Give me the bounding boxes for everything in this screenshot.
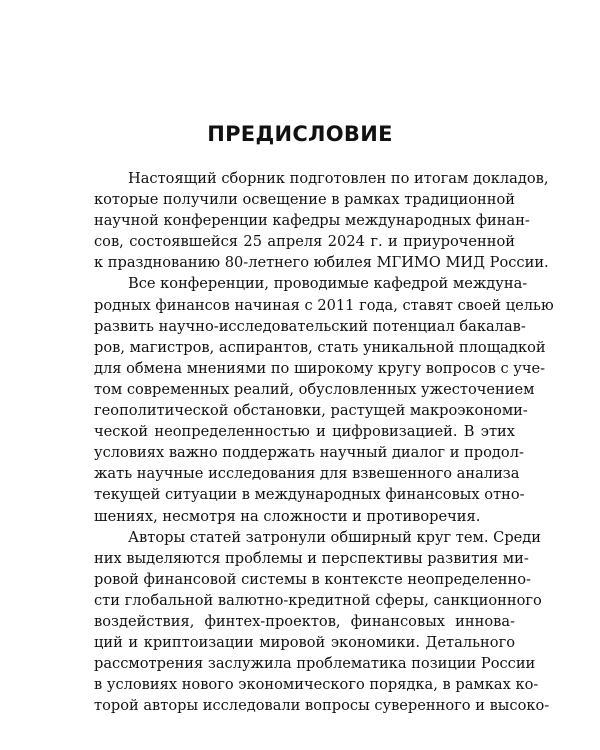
- paragraph-line: Авторы статей затронули обширный круг тем. Среди: [128, 528, 542, 546]
- paragraph-line: ций и криптоизации мировой экономики. Детального: [94, 634, 515, 652]
- page-title: ПРЕДИСЛОВИЕ: [207, 122, 393, 146]
- paragraph-line: развить научно-исследовательский потенциал бакалав-: [94, 317, 526, 335]
- paragraph-line: научной конференции кафедры международных финан-: [94, 212, 530, 230]
- paragraph-line: текущей ситуации в международных финансовых отно-: [94, 486, 525, 504]
- paragraph-line: условиях важно поддержать научный диалог и продол-: [94, 444, 524, 462]
- paragraph-line: ровой финансовой системы в контексте неопределенно-: [94, 570, 531, 588]
- paragraph-line: которые получили освещение в рамках традиционной: [94, 191, 515, 209]
- paragraph-line: рассмотрения заслужила проблематика позиции России: [94, 655, 536, 673]
- paragraph-line: Все конференции, проводимые кафедрой междуна-: [128, 275, 528, 293]
- paragraph-line: шениях, несмотря на сложности и противоречия.: [94, 507, 481, 525]
- paragraph-line: родных финансов начиная с 2011 года, ставят своей целью: [94, 296, 554, 314]
- paragraph-line: сти глобальной валютно-кредитной сферы, санкционного: [94, 591, 542, 609]
- paragraph-line: воздействия, финтех-проектов, финансовых иннова-: [94, 612, 515, 630]
- paragraph-line: геополитической обстановки, растущей макроэкономи-: [94, 402, 528, 420]
- paragraph-line: в условиях нового экономического порядка, в рамках ко-: [94, 676, 539, 694]
- paragraph-line: ров, магистров, аспирантов, стать уникальной площадкой: [94, 338, 546, 356]
- paragraph-line: Настоящий сборник подготовлен по итогам докладов,: [128, 170, 549, 187]
- paragraph-line: ческой неопределенностью и цифровизацией. В этих: [94, 423, 515, 441]
- paragraph-line: жать научные исследования для взвешенного анализа: [94, 465, 520, 483]
- paragraph-line: к празднованию 80-летнего юбилея МГИМО МИД России.: [94, 254, 549, 272]
- paragraph-line: для обмена мнениями по широкому кругу вопросов с уче-: [94, 359, 546, 377]
- paragraph-line: том современных реалий, обусловленных ужесточением: [94, 380, 535, 398]
- paragraph-line: торой авторы исследовали вопросы суверенного и высоко-: [94, 697, 550, 715]
- paragraph-line: них выделяются проблемы и перспективы развития ми-: [94, 549, 529, 567]
- preface-body: [94, 168, 554, 716]
- paragraph-line: сов, состоявшейся 25 апреля 2024 г. и приуроченной: [94, 233, 515, 251]
